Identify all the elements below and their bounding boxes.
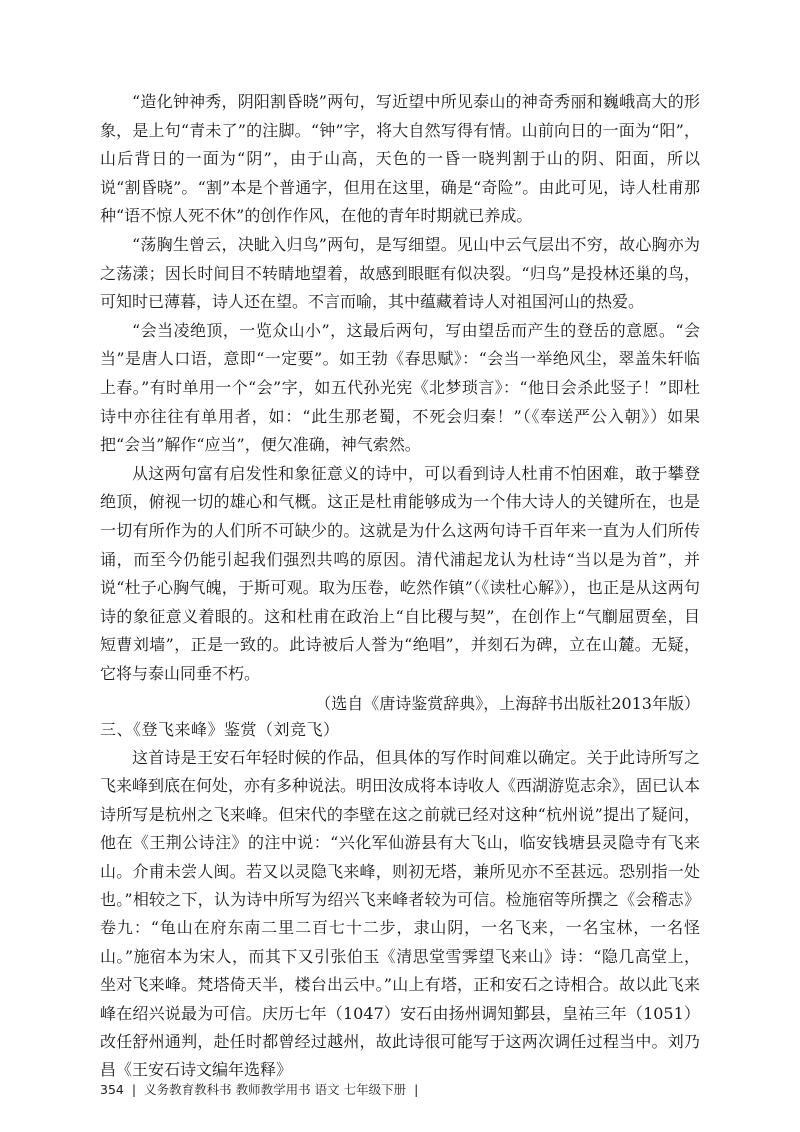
paragraph: 从这两句富有启发性和象征意义的诗中，可以看到诗人杜甫不怕困难，敢于攀登绝顶，俯视一切的雄心和气概。这正是杜甫能够成为一个伟大诗人的关键所在，也是一切有所作为的人们所不可缺少的。这就是为什么这两句诗千百年来一直为人们所传诵，而至今仍能引起我们强烈共鸣的原因。清代浦起龙认为杜诗“当以是为首”，并说“杜子心胸气魄，于斯可观。取为压卷，屹然作镇”（《读杜心解》），也正是从这两句诗的象征意义着眼的。这和杜甫在政治上“自比稷与契”，在创作上“气劘屈贾垒，目短曹刘墙”，正是一致的。此诗被后人誉为“绝唱”，并刻石为碑，立在山麓。无疑，它将与泰山同垂不朽。: [100, 463, 700, 683]
book-type: 教师教学用书: [235, 1082, 311, 1097]
subject: 语文: [314, 1082, 340, 1097]
book-series: 义务教育教科书: [144, 1082, 232, 1097]
paragraph: “荡胸生曾云，决眦入归鸟”两句，是写细望。见山中云气层出不穷，故心胸亦为之荡漾；因长时间目不转睛地望着，故感到眼眶有似决裂。“归鸟”是投林还巢的鸟，可知时已薄暮，诗人还在望。不言而喻，其中蕴藏着诗人对祖国河山的热爱。: [100, 234, 700, 312]
paragraph: “会当凌绝顶，一览众山小”，这最后两句，写由望岳而产生的登岳的意愿。“会当”是唐人口语，意即“一定要”。如王勃《春思赋》：“会当一举绝风尘，翠盖朱轩临上春。”有时单用一个“会”字，如五代孙光宪《北梦琐言》：“他日会杀此竖子！”即杜诗中亦往往有单用者，如：“此生那老蜀，不死会归秦！”（《奉送严公入朝》）如果把“会当”解作“应当”，便欠准确，神气索然。: [100, 320, 700, 455]
page-footer: [100, 1080, 426, 1098]
footer-divider: |: [414, 1082, 419, 1097]
commentary-body: [100, 88, 700, 719]
paragraph: 这首诗是王安石年轻时候的作品，但具体的写作时间难以确定。关于此诗所写之飞来峰到底在何处，亦有多种说法。明田汝成将本诗收人《西湖游览志余》，固已认本诗所写是杭州之飞来峰。但宋代的李壁在这之前就已经对这种“杭州说”提出了疑问，他在《王荆公诗注》的注中说：“兴化军仙游县有大飞山，临安钱塘县灵隐寺有飞来山。介甫未尝人闽。若又以灵隐飞来峰，则初无塔，兼所见亦不至甚远。恐别指一处也。”相较之下，认为诗中所写为绍兴飞来峰者较为可信。检施宿等所撰之《会稽志》卷九：“龟山在府东南二里二百七十二步，隶山阴，一名飞来，一名宝林，一名怪山。”施宿本为宋人，而其下又引张伯玉《清思堂雪霁望飞来山》诗：“隐几高堂上，坐对飞来峰。梵塔倚天半，楼台出云中。”山上有塔，正和安石之诗相合。故以此飞来峰在绍兴说最为可信。庆历七年（1047）安石由扬州调知鄞县，皇祐三年（1051）改任舒州通判，赴任时都曾经过越州，故此诗很可能写于这两次调任过程当中。刘乃昌《王安石诗文编年选释》: [100, 748, 701, 1080]
footer-divider: |: [131, 1082, 137, 1097]
section-body: [100, 744, 700, 1085]
page-number: 354: [100, 1082, 124, 1097]
grade: 七年级下册: [343, 1082, 407, 1097]
source-citation: （选自《唐诗鉴赏辞典》，上海辞书出版社2013年版）: [315, 694, 700, 714]
paragraph: “造化钟神秀，阴阳割昏晓”两句，写近望中所见泰山的神奇秀丽和巍峨高大的形象，是上句“青未了”的注脚。“钟”字，将大自然写得有情。山前向日的一面为“阳”，山后背日的一面为“阴”，由于山高，天色的一昏一晓判割于山的阴、阳面，所以说“割昏晓”。“割”本是个普通字，但用在这里，确是“奇险”。由此可见，诗人杜甫那种“语不惊人死不休”的创作作风，在他的青年时期就已养成。: [100, 92, 700, 226]
section-heading: 三、《登飞来峰》鉴赏（刘竞飞）: [100, 720, 340, 739]
